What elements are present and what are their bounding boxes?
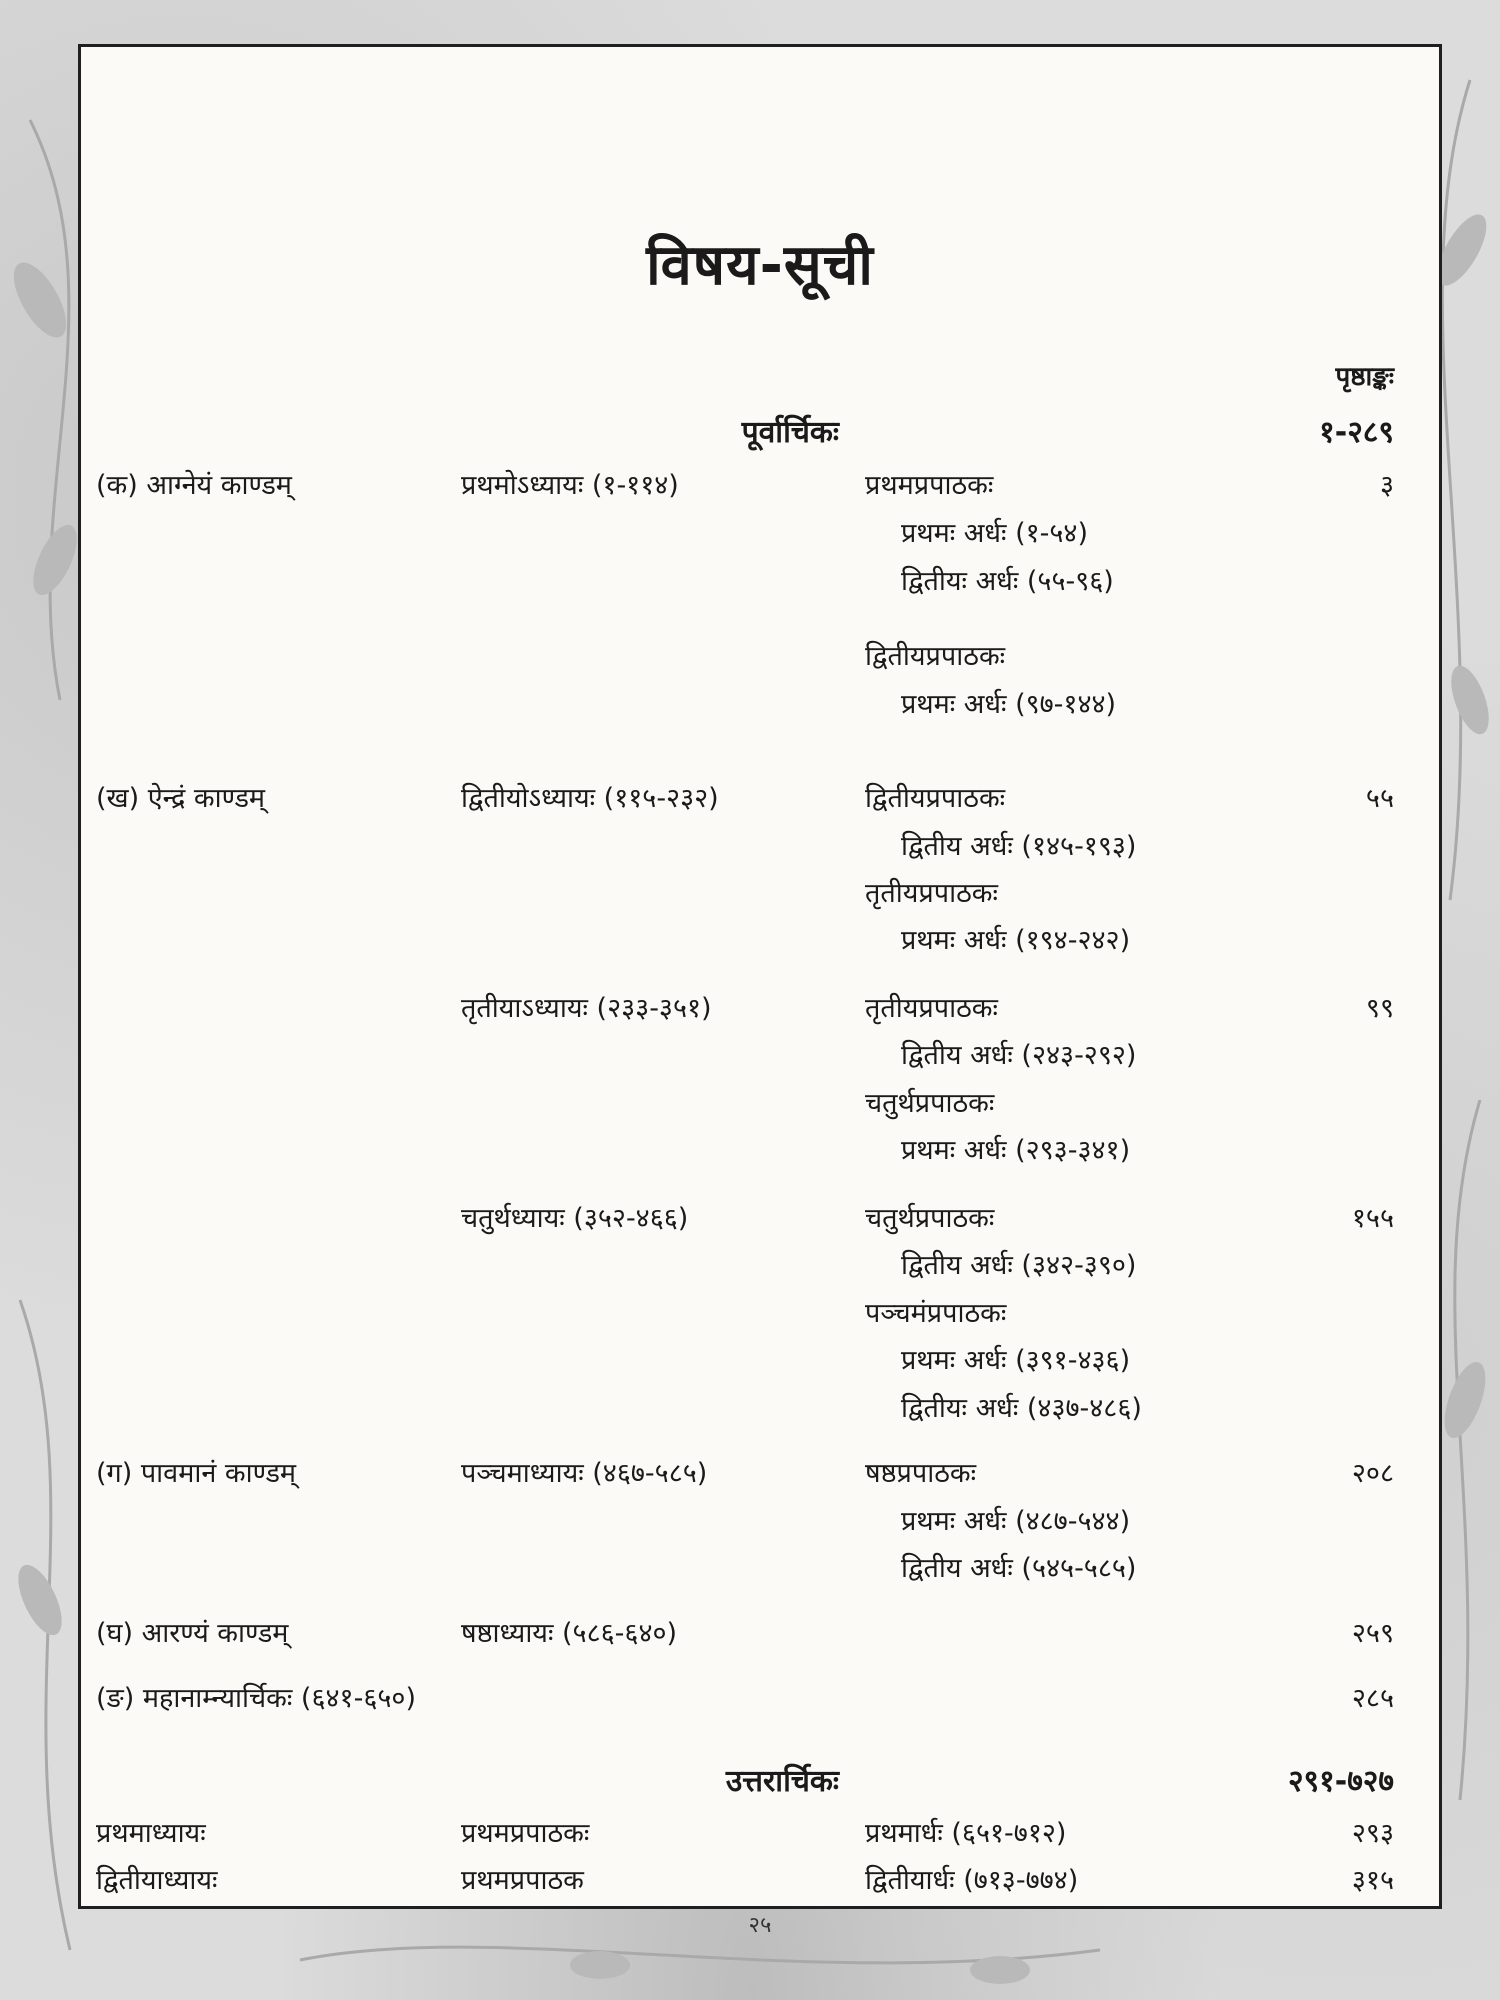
section-page-range: १-२८९ <box>1319 415 1394 450</box>
adhyaya-entry: द्वितीयोऽध्यायः (११५-२३२) <box>461 783 719 814</box>
adhyaya-entry: पञ्चमाध्यायः (४६७-५८५) <box>461 1458 708 1489</box>
adhyaya-entry: तृतीयाऽध्यायः (२३३-३५१) <box>461 993 712 1024</box>
prapathaka-entry: द्वितीयप्रपाठकः <box>865 641 1006 672</box>
ardha-entry: प्रथमः अर्धः (२९३-३४१) <box>901 1135 1131 1166</box>
ardha-entry: द्वितीयार्धः (७१३-७७४) <box>865 1865 1079 1896</box>
ardha-entry: प्रथमः अर्धः (१-५४) <box>901 518 1088 549</box>
ardha-entry: द्वितीयः अर्धः (५५-९६) <box>901 566 1114 597</box>
kanda-title: (ग) पावमानं काण्डम् <box>96 1458 297 1489</box>
ardha-entry: द्वितीय अर्धः (१४५-१९३) <box>901 831 1137 862</box>
page-number-column-header: पृष्ठाङ्कः <box>1335 362 1394 392</box>
prapathaka-entry: तृतीयप्रपाठकः <box>865 993 999 1024</box>
adhyaya-entry: द्वितीयाध्यायः <box>96 1865 218 1896</box>
adhyaya-entry: चतुर्थध्यायः (३५२-४६६) <box>461 1203 689 1234</box>
page-number: २०८ <box>1351 1458 1394 1489</box>
page-number: २९३ <box>1351 1818 1394 1849</box>
section-title: उत्तरार्चिकः <box>725 1764 839 1799</box>
contents-page <box>78 44 1442 1938</box>
page-number: ३ <box>1379 470 1394 501</box>
ardha-entry: प्रथमः अर्धः (४८७-५४४) <box>901 1506 1131 1537</box>
section-heading-uttararchika <box>81 1759 1439 1805</box>
ardha-entry: द्वितीय अर्धः (५४५-५८५) <box>901 1553 1137 1584</box>
page-number: ३१५ <box>1351 1865 1394 1896</box>
kanda-title: (घ) आरण्यं काण्डम् <box>96 1618 289 1649</box>
kanda-title: (ङ) महानाम्न्यार्चिकः (६४१-६५०) <box>96 1683 416 1714</box>
page-number: १५५ <box>1351 1203 1394 1234</box>
prapathaka-entry: प्रथमप्रपाठक <box>461 1865 584 1896</box>
ardha-entry: प्रथमः अर्धः (९७-१४४) <box>901 689 1117 720</box>
adhyaya-entry: षष्ठाध्यायः (५८६-६४०) <box>461 1618 678 1649</box>
section-title: पूर्वार्चिकः <box>741 415 839 450</box>
page-number: ९९ <box>1365 993 1394 1024</box>
ardha-entry: द्वितीयः अर्धः (४३७-४८६) <box>901 1393 1142 1424</box>
prapathaka-entry: पञ्चमंप्रपाठकः <box>865 1298 1007 1329</box>
page-number: २८५ <box>1351 1683 1394 1714</box>
page-number: ५५ <box>1365 783 1394 814</box>
prapathaka-entry: प्रथमप्रपाठकः <box>865 470 994 501</box>
kanda-title: (क) आग्नेयं काण्डम् <box>96 470 292 501</box>
prapathaka-entry: चतुर्थप्रपाठकः <box>865 1203 995 1234</box>
section-page-range: २९१-७२७ <box>1287 1764 1394 1799</box>
prapathaka-entry: द्वितीयप्रपाठकः <box>865 783 1006 814</box>
prapathaka-entry: तृतीयप्रपाठकः <box>865 878 999 909</box>
prapathaka-entry: षष्ठप्रपाठकः <box>865 1458 977 1489</box>
ardha-entry: प्रथमार्धः (६५१-७१२) <box>865 1818 1067 1849</box>
page-title: विषय-सूची <box>646 233 874 298</box>
ardha-entry: द्वितीय अर्धः (२४३-२९२) <box>901 1040 1137 1071</box>
ardha-entry: प्रथमः अर्धः (१९४-२४२) <box>901 925 1131 956</box>
prapathaka-entry: चतुर्थप्रपाठकः <box>865 1088 995 1119</box>
prapathaka-entry: प्रथमप्रपाठकः <box>461 1818 590 1849</box>
adhyaya-entry: प्रथमाध्यायः <box>96 1818 206 1849</box>
adhyaya-entry: प्रथमोऽध्यायः (१-११४) <box>461 470 679 501</box>
ardha-entry: द्वितीय अर्धः (३४२-३९०) <box>901 1250 1137 1281</box>
folio-page-number: २५ <box>748 1913 772 1938</box>
section-heading-purvarchika <box>81 410 1439 456</box>
ardha-entry: प्रथमः अर्धः (३९१-४३६) <box>901 1345 1131 1376</box>
kanda-title: (ख) ऐन्द्रं काण्डम् <box>96 783 266 814</box>
page-number: २५९ <box>1351 1618 1394 1649</box>
